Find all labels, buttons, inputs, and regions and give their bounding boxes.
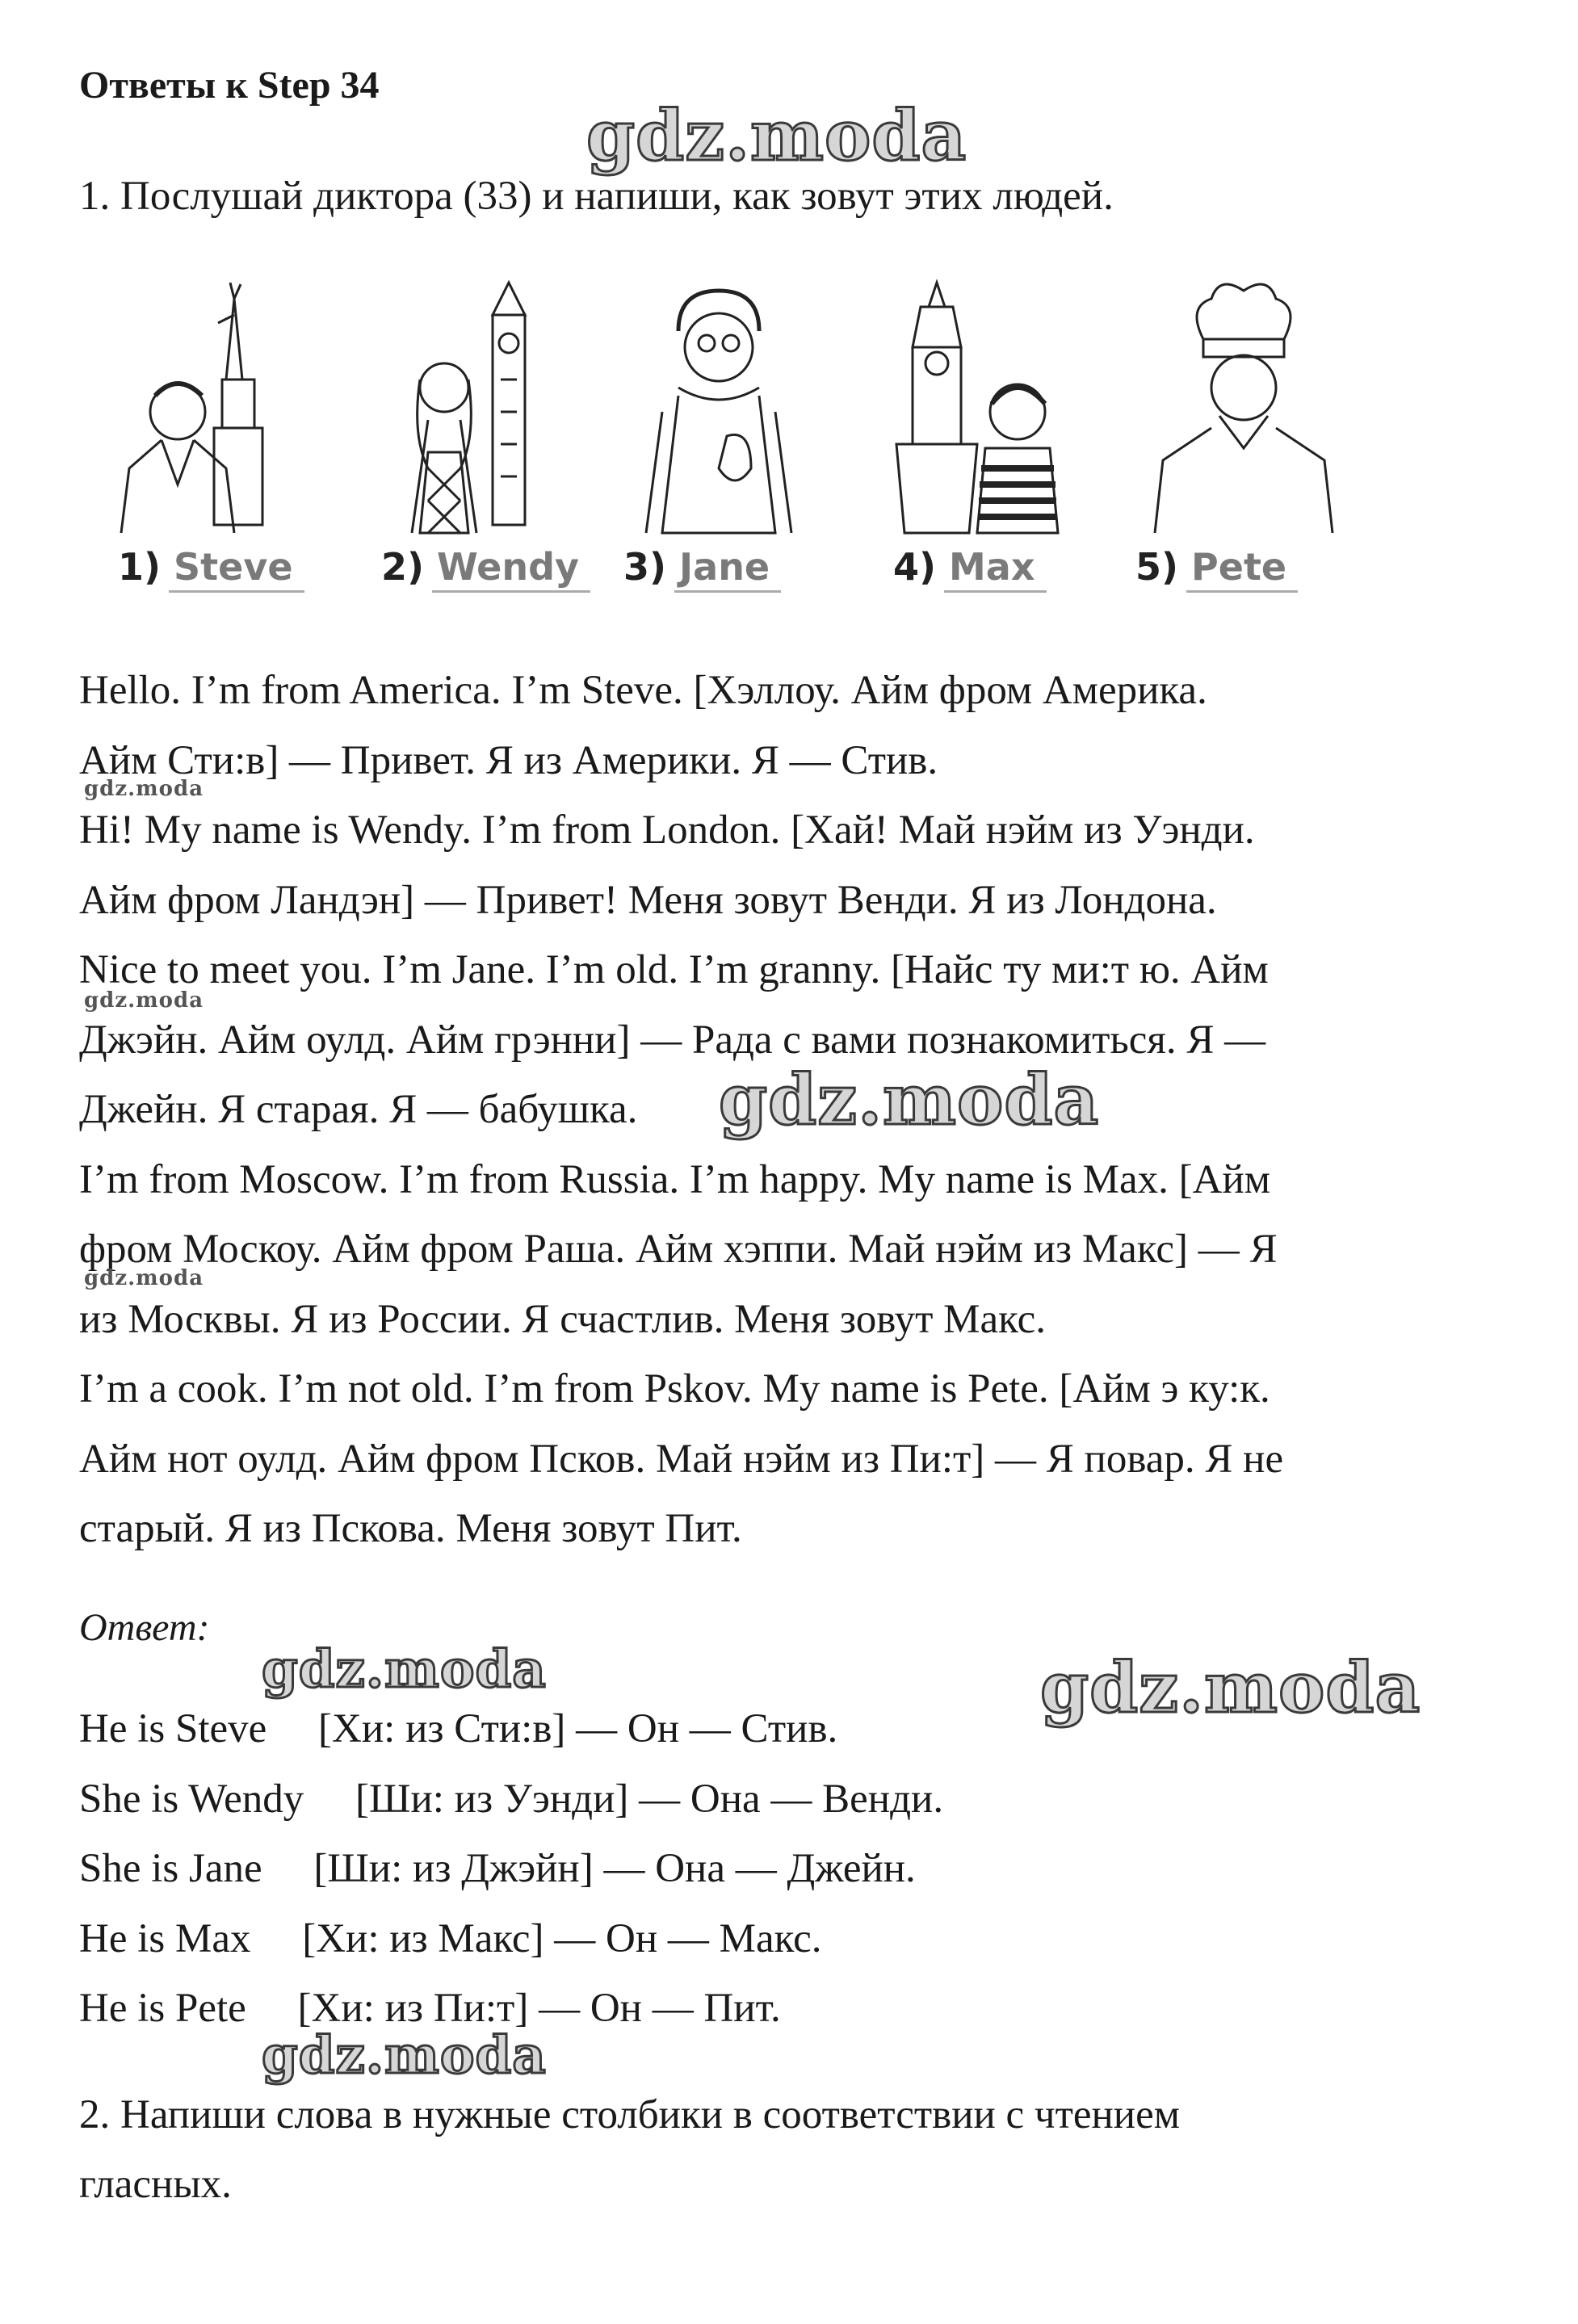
transcript-line: I’m a cook. I’m not old. I’m from Pskov. My name is Pete. [Айм э ку:к. [79, 1366, 1270, 1412]
page-title: Ответы к Step 34 [79, 64, 380, 107]
transcript-line: Айм Сти:в] — Привет. Я из Америки. Я — Стив. [79, 737, 938, 783]
caption-1: 1) Steve [118, 545, 304, 593]
answer-line: He is Max [Хи: из Макс] — Он — Макс. [79, 1915, 822, 1961]
answers-list [79, 1694, 943, 2044]
caption-5: 5) Pete [1135, 545, 1298, 593]
old-woman-granny-icon [630, 275, 840, 541]
watermark: gdz.moda [586, 95, 967, 177]
figure-jane [623, 275, 840, 589]
caption-3: 3) Jane [623, 545, 781, 593]
name-pete: Pete [1186, 545, 1298, 593]
transcript-line: Hello. I’m from America. I’m Steve. [Хэллоу. Айм фром Америка. [79, 668, 1207, 713]
watermark: gdz.moda [84, 988, 204, 1013]
transcript-line: из Москвы. Я из России. Я счастлив. Меня зовут Макс. [79, 1296, 1047, 1342]
transcript-line: Nice to meet you. I’m Jane. I’m old. I’m granny. [Найс ту ми:т ю. Айм [79, 947, 1269, 992]
figure-steve [113, 275, 323, 589]
figure-pete [1131, 275, 1341, 589]
task-2-title [79, 2080, 1180, 2219]
watermark: gdz.moda [262, 2025, 547, 2086]
task-1-title: 1. Послушай диктора (33) и напиши, как зовут этих людей. [79, 174, 1114, 219]
watermark: gdz.moda [262, 1639, 547, 1700]
name-max: Max [944, 545, 1047, 593]
figure-max [888, 275, 1098, 589]
answer-line: He is Steve [Хи: из Сти:в] — Он — Стив. [79, 1706, 838, 1751]
figure-wendy [381, 275, 598, 589]
transcript-line: Айм фром Ландэн] — Привет! Меня зовут Венди. Я из Лондона. [79, 877, 1217, 923]
transcript-line: Hi! My name is Wendy. I’m from London. [Хай! Май нэйм из Уэнди. [79, 808, 1255, 853]
answer-line: He is Pete [Хи: из Пи:т] — Он — Пит. [79, 1986, 781, 2031]
name-wendy: Wendy [432, 545, 590, 593]
name-steve: Steve [169, 545, 304, 593]
girl-big-ben-icon [388, 275, 598, 541]
caption-2: 2) Wendy [381, 545, 590, 593]
cook-chef-hat-icon [1131, 275, 1341, 541]
watermark: gdz.moda [84, 1266, 204, 1290]
boy-kremlin-tower-icon [888, 275, 1098, 541]
answer-label: Ответ: [79, 1606, 210, 1649]
man-statue-of-liberty-icon [113, 275, 323, 541]
task-2-line: 2. Напиши слова в нужные столбики в соответствии с чтением [79, 2092, 1181, 2137]
transcript-line: I’m from Moscow. I’m from Russia. I’m happy. My name is Max. [Айм [79, 1156, 1271, 1202]
answer-line: She is Jane [Ши: из Джэйн] — Она — Джейн. [79, 1846, 916, 1891]
name-jane: Jane [674, 545, 781, 593]
transcript-line: Айм нот оулд. Айм фром Псков. Май нэйм из Пи:т] — Я повар. Я не [79, 1436, 1284, 1482]
watermark: gdz.moda [719, 1059, 1100, 1141]
task-2-line: гласных. [79, 2162, 232, 2207]
caption-4: 4) Max [893, 545, 1047, 593]
transcript-line: Джэйн. Айм оулд. Айм грэнни] — Рада с вами познакомиться. Я — [79, 1017, 1266, 1063]
transcript-line: фром Москоу. Айм фром Раша. Айм хэппи. Май нэйм из Макс] — Я [79, 1227, 1278, 1272]
transcript-line: старый. Я из Пскова. Меня зовут Пит. [79, 1506, 742, 1551]
watermark: gdz.moda [1040, 1647, 1421, 1729]
watermark: gdz.moda [84, 777, 204, 801]
transcript-line: Джейн. Я старая. Я — бабушка. [79, 1087, 638, 1132]
answer-line: She is Wendy [Ши: из Уэнди] — Она — Венди. [79, 1776, 944, 1822]
illustrations [113, 275, 1357, 614]
